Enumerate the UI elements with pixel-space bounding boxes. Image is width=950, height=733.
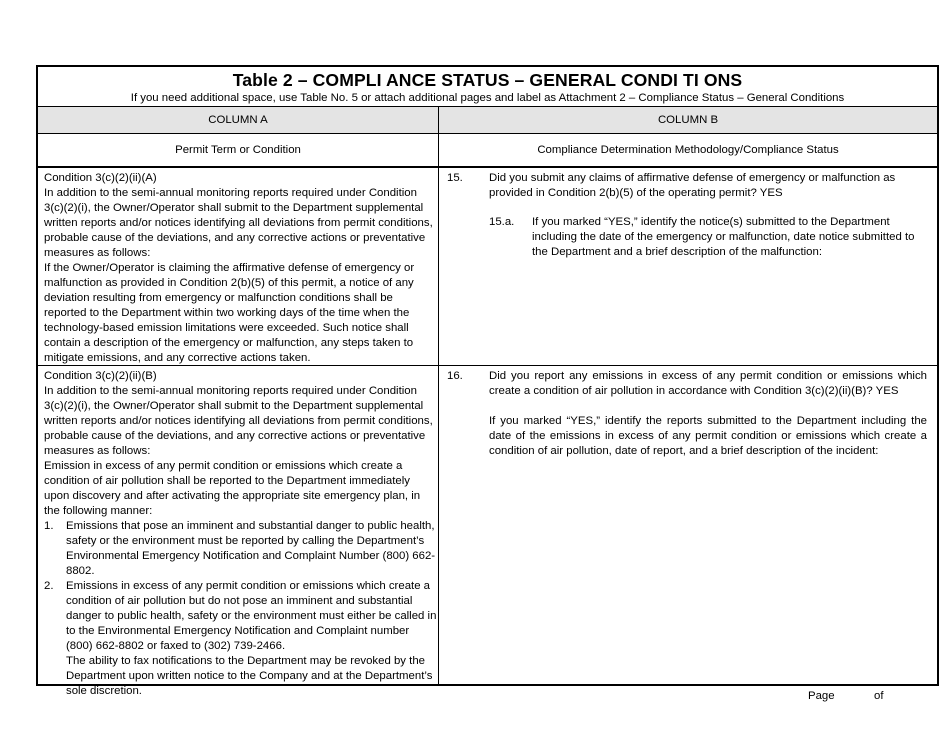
- table-header: [38, 67, 937, 107]
- question-text: Did you submit any claims of affirmative defense of emergency or malfunction as provided in Condition 2(b)(5) of the operating permit? YES: [489, 172, 896, 199]
- column-header-row: [38, 107, 937, 134]
- list-item-text: Emissions in excess of any permit condition or emissions which create a condition of air pollution but do not pose an imminent and substantial danger to public health, safety or the environment must either be called in to the Environmental Emergency Notification and Complaint number (800) 662-8802 or faxed to (302) 739-2466.: [66, 580, 437, 652]
- of-label: of: [874, 690, 884, 702]
- question-number: 15.: [447, 172, 463, 184]
- column-b-header: COLUMN B: [657, 114, 719, 126]
- question-text: Did you report any emissions in excess of any permit condition or emissions which create a condition of air pollution in accordance with Condition 3(c)(2)(ii)(B)? YES: [489, 370, 927, 397]
- question: [447, 171, 927, 201]
- condition-cell: [38, 168, 439, 365]
- list-item: [44, 519, 438, 579]
- page-label: Page: [808, 690, 835, 702]
- table-title: Table 2 – COMPLI ANCE STATUS – GENERAL CONDI TI ONS: [232, 70, 743, 90]
- page-footer: [808, 690, 884, 702]
- column-a-header: COLUMN A: [38, 107, 439, 133]
- column-b-subheader: Compliance Determination Methodology/Compliance Status: [537, 144, 839, 156]
- table-subtitle: If you need additional space, use Table No. 5 or attach additional pages and label as Attachment 2 – Compliance Status – General Conditions: [130, 92, 845, 104]
- list-item-number: 2.: [44, 580, 54, 592]
- question: [447, 369, 927, 399]
- condition-title: Condition 3(c)(2)(ii)(A): [44, 172, 157, 184]
- condition-note: The ability to fax notifications to the Department may be revoked by the Department upon written notice to the Company and at the Department’s sole discretion.: [66, 655, 433, 697]
- sub-question-text: If you marked “YES,” identify the notice(s) submitted to the Department including the date of the emergency or malfunction, date notice submitted to the Department and a brief description of the malfunction:: [532, 216, 915, 258]
- column-subheader-row: [38, 134, 937, 168]
- question-followup: If you marked “YES,” identify the reports submitted to the Department including the date of the emissions in excess of any permit condition or emissions which create a condition of air pollution, date of report, and a brief description of the incident:: [489, 415, 927, 457]
- sub-question: [489, 215, 927, 260]
- list-item-text: Emissions that pose an imminent and substantial danger to public health, safety or the environment must be reported by calling the Department’s Environmental Emergency Notification and Complaint Number (800) 662-8802.: [66, 520, 436, 577]
- compliance-cell: [439, 168, 937, 365]
- condition-text: Emission in excess of any permit condition or emissions which create a condition of air pollution shall be reported to the Department immediately upon discovery and after activating the appropriate site emergency plan, in the following manner:: [44, 460, 421, 517]
- list-item-number: 1.: [44, 520, 54, 532]
- question-number: 16.: [447, 370, 463, 382]
- compliance-table: [36, 65, 939, 697]
- condition-text: In addition to the semi-annual monitoring reports required under Condition 3(c)(2)(i), the Owner/Operator shall submit to the Department supplemental written reports and/or notices identifying all deviations from permit conditions, probable cause of the deviations, and any corrective actions or preventative measures as follows:: [44, 187, 433, 259]
- sub-question-number: 15.a.: [489, 216, 515, 228]
- condition-title: Condition 3(c)(2)(ii)(B): [44, 370, 157, 382]
- condition-cell: [38, 366, 439, 697]
- table-row: [38, 168, 937, 366]
- list-item: [44, 579, 438, 654]
- column-a-subheader: Permit Term or Condition: [38, 134, 439, 166]
- compliance-cell: [439, 366, 937, 684]
- condition-text: In addition to the semi-annual monitoring reports required under Condition 3(c)(2)(i), the Owner/Operator shall submit to the Department supplemental written reports and/or notices identifying all deviations from permit conditions, probable cause of the deviations, and any corrective actions or preventative measures as follows:: [44, 385, 433, 457]
- condition-text: If the Owner/Operator is claiming the affirmative defense of emergency or malfunction as provided in Condition 2(b)(5) of this permit, a notice of any deviation resulting from emergency or malfunction conditions shall be reported to the Department within two working days of the time when the technology-based emission limitations were exceeded. Such notice shall contain a description of the emergency or malfunction, any steps taken to mitigate emissions, and any corrective actions taken.: [44, 262, 415, 364]
